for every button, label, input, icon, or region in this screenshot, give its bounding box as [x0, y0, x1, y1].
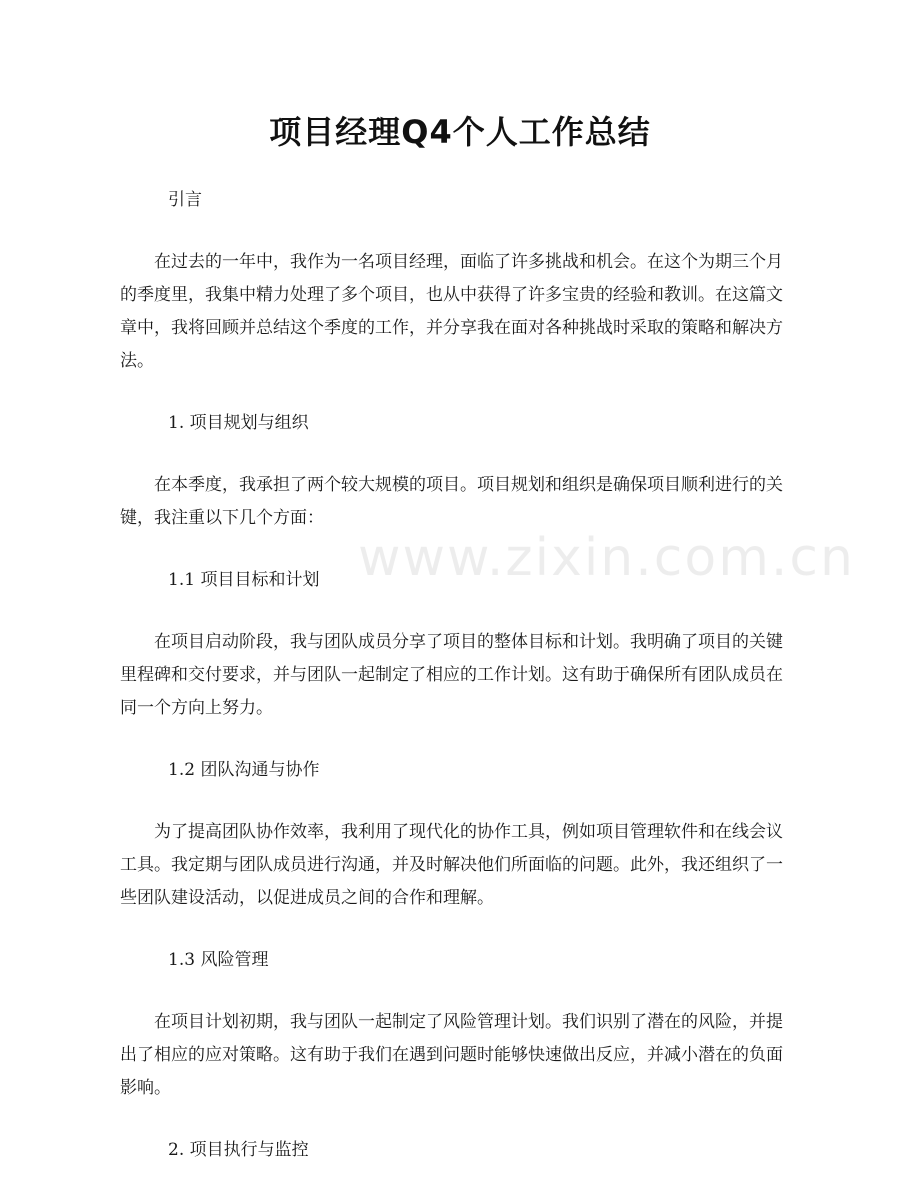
section-heading-intro: 引言	[168, 190, 202, 210]
section-heading-1-3: 1.3 风险管理	[168, 950, 269, 970]
document-title: 项目经理Q4个人工作总结	[269, 113, 651, 151]
paragraph-intro: 在过去的一年中，我作为一名项目经理，面临了许多挑战和机会。在这个为期三个月的季度里，我集中精力处理了多个项目，也从中获得了许多宝贵的经验和教训。在这篇文章中，我将回顾并总结这个季度的工作，并分享我在面对各种挑战时采取的策略和解决方法。	[120, 252, 783, 371]
section-heading-1-1: 1.1 项目目标和计划	[168, 570, 320, 590]
paragraph-1-2: 为了提高团队协作效率，我利用了现代化的协作工具，例如项目管理软件和在线会议工具。我定期与团队成员进行沟通，并及时解决他们所面临的问题。此外，我还组织了一些团队建设活动，以促进成员之间的合作和理解。	[120, 822, 783, 908]
section-heading-2: 2. 项目执行与监控	[168, 1140, 309, 1160]
section-heading-1: 1. 项目规划与组织	[168, 413, 309, 433]
watermark-text: www.zixin.com.cn	[358, 528, 855, 588]
paragraph-1-1: 在项目启动阶段，我与团队成员分享了项目的整体目标和计划。我明确了项目的关键里程碑和交付要求，并与团队一起制定了相应的工作计划。这有助于确保所有团队成员在同一个方向上努力。	[120, 632, 783, 718]
document-body	[120, 184, 798, 1196]
paragraph-1: 在本季度，我承担了两个较大规模的项目。项目规划和组织是确保项目顺利进行的关键，我注重以下几个方面：	[120, 475, 783, 528]
paragraph-1-3: 在项目计划初期，我与团队一起制定了风险管理计划。我们识别了潜在的风险，并提出了相应的应对策略。这有助于我们在遇到问题时能够快速做出反应，并减小潜在的负面影响。	[120, 1012, 783, 1098]
section-heading-1-2: 1.2 团队沟通与协作	[168, 760, 320, 780]
